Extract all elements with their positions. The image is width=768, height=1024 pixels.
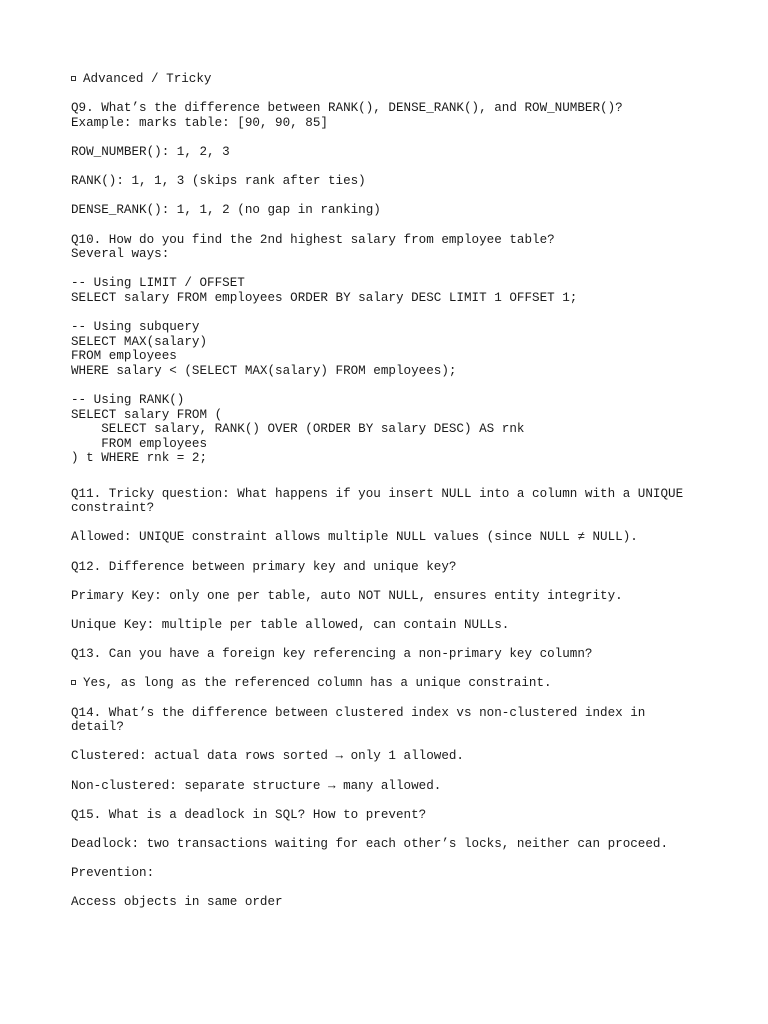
q13-answer [71, 676, 731, 691]
question-q10: Q10. How do you find the 2nd highest salary from employee table? [71, 232, 555, 247]
section-heading-text: Advanced / Tricky [83, 72, 212, 86]
bullet-icon [71, 680, 76, 685]
q12-unique-key: Unique Key: multiple per table allowed, can contain NULLs. [71, 617, 510, 632]
q9-dense-rank: DENSE_RANK(): 1, 1, 2 (no gap in ranking) [71, 203, 381, 218]
q14-clustered: Clustered: actual data rows sorted → only 1 allowed. [71, 749, 464, 764]
q14-nonclustered: Non-clustered: separate structure → many allowed. [71, 778, 442, 793]
q15-prevention-item: Access objects in same order [71, 895, 283, 910]
document-body [71, 72, 731, 910]
question-q14-cont: detail? [71, 720, 124, 735]
code-line: FROM employees [71, 436, 208, 451]
question-q11: Q11. Tricky question: What happens if you insert NULL into a column with a UNIQUE [71, 486, 684, 501]
code-line: SELECT salary FROM employees ORDER BY salary DESC LIMIT 1 OFFSET 1; [71, 290, 578, 305]
code-comment: -- Using RANK() [71, 393, 185, 408]
code-line: FROM employees [71, 349, 177, 364]
q10-intro: Several ways: [71, 247, 170, 262]
code-line: ) t WHERE rnk = 2; [71, 451, 208, 466]
question-q13: Q13. Can you have a foreign key referencing a non-primary key column? [71, 647, 593, 662]
code-line: SELECT MAX(salary) [71, 334, 208, 349]
code-comment: -- Using LIMIT / OFFSET [71, 276, 245, 291]
question-q14: Q14. What’s the difference between clustered index vs non-clustered index in [71, 705, 646, 720]
q11-answer: Allowed: UNIQUE constraint allows multiple NULL values (since NULL ≠ NULL). [71, 530, 638, 545]
question-q11-cont: constraint? [71, 501, 155, 516]
question-q9: Q9. What’s the difference between RANK(), DENSE_RANK(), and ROW_NUMBER()? [71, 101, 623, 116]
code-comment: -- Using subquery [71, 320, 200, 335]
q15-prevention-label: Prevention: [71, 866, 155, 881]
q13-answer-text: Yes, as long as the referenced column has a unique constraint. [83, 676, 552, 691]
code-line: WHERE salary < (SELECT MAX(salary) FROM employees); [71, 363, 457, 378]
code-line: SELECT salary FROM ( [71, 407, 223, 422]
bullet-icon [71, 76, 76, 81]
q9-rank: RANK(): 1, 1, 3 (skips rank after ties) [71, 174, 366, 189]
q15-answer: Deadlock: two transactions waiting for each other’s locks, neither can proceed. [71, 836, 669, 851]
q12-primary-key: Primary Key: only one per table, auto NOT NULL, ensures entity integrity. [71, 588, 623, 603]
section-heading [71, 72, 731, 87]
q9-row-number: ROW_NUMBER(): 1, 2, 3 [71, 144, 230, 159]
q9-example: Example: marks table: [90, 90, 85] [71, 115, 328, 130]
question-q15: Q15. What is a deadlock in SQL? How to prevent? [71, 807, 427, 822]
code-line: SELECT salary, RANK() OVER (ORDER BY salary DESC) AS rnk [71, 422, 525, 437]
question-q12: Q12. Difference between primary key and unique key? [71, 559, 457, 574]
